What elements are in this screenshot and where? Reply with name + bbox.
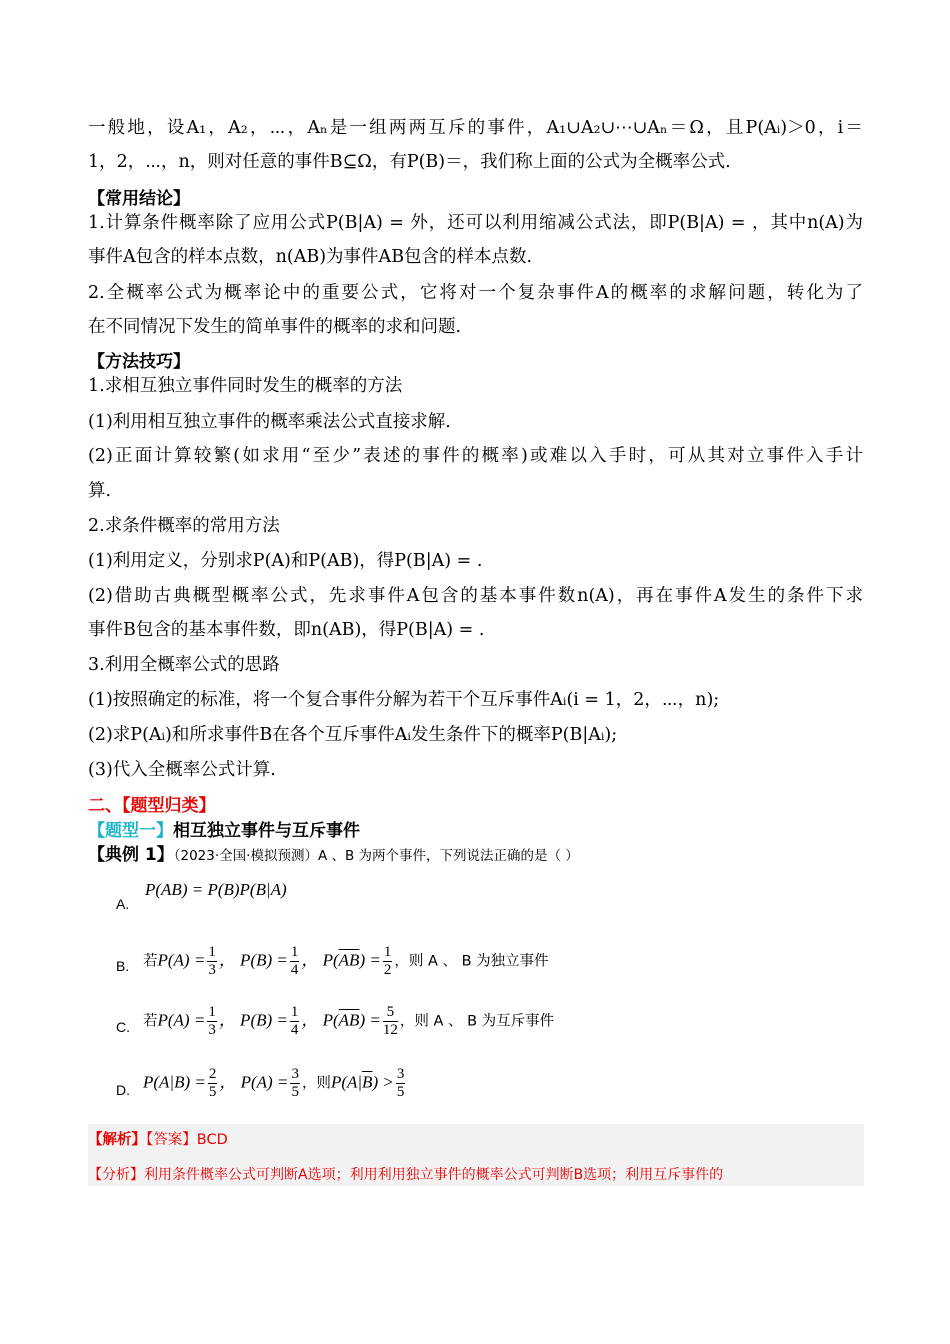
option-d-suffix: ，则 [301,1075,331,1092]
question-type-tag: 【题型一】 [88,821,173,841]
common-p1-line2: 事件A包含的样本点数，n(AB)为事件AB包含的样本点数. [88,247,533,267]
methods-heading: 【方法技巧】 [88,352,190,372]
option-b-frac-3: $\frac{1}{2}$ [383,944,392,978]
method-1-item-1: (1)利用相互独立事件的概率乘法公式直接求解. [88,412,451,432]
option-b-frac-2: $\frac{1}{4}$ [290,944,299,978]
option-c-label: C. [116,1019,130,1035]
common-p2-line2: 在不同情况下发生的简单事件的概率的求和问题. [88,317,462,337]
answer-value: BCD [196,1132,228,1148]
method-2-item-1: (1)利用定义，分别求P(A)和P(AB)，得P(B|A) = . [88,551,483,571]
method-3-item-1: (1)按照确定的标准，将一个复合事件分解为若干个互斥事件Aᵢ(i = 1，2，⋯，n); [88,690,720,710]
analysis-line: 【分析】利用条件概率公式可判断A选项；利用利用独立事件的概率公式可判断B选项；利用互斥事件的 [88,1167,724,1183]
option-c-frac-1: $\frac{1}{3}$ [208,1004,216,1038]
option-c-frac-2: $\frac{1}{4}$ [290,1004,299,1038]
option-d-formula: P(A|B) = $\frac{2}{5}$ ， P(A) = $\frac{3}{5}$ ，则$P(A|\overline{B})$ > $\frac{3}{5}$ [143,1066,405,1100]
section-title: 二、【题型归类】 [88,796,216,816]
option-c-frac-3: $\frac{5}{12}$ [382,1004,398,1038]
example-tag: 【典例 1】 [88,845,174,865]
example-header [88,843,863,868]
option-d-frac-3: $\frac{3}{5}$ [396,1066,405,1100]
option-b-prefix: 若 [143,953,158,970]
method-2-item-2-line1: (2)借助古典概型概率公式，先求事件A包含的基本事件数n(A)，再在事件A发生的条件下求 [88,586,863,606]
intro-line-2: 1，2，⋯，n，则对任意的事件B⊆Ω，有P(B)＝，我们称上面的公式为全概率公式. [88,152,731,172]
option-c-suffix: ，则 A 、 B 为互斥事件 [399,1013,555,1030]
option-b-suffix: ，则 A 、 B 为独立事件 [394,953,549,970]
method-2-item-2-line2: 事件B包含的基本事件数，即n(AB)，得P(B|A) = . [88,620,485,640]
method-2-title: 2.求条件概率的常用方法 [88,516,280,536]
method-3-title: 3.利用全概率公式的思路 [88,655,280,675]
example-text: （2023·全国·模拟预测）A 、B 为两个事件，下列说法正确的是（ ） [173,848,579,864]
answer-tag: 【答案】 [146,1132,197,1148]
method-1-title: 1.求相互独立事件同时发生的概率的方法 [88,376,403,396]
intro-line-1: 一般地，设A₁，A₂，⋯，Aₙ是一组两两互斥的事件，A₁∪A₂∪⋯∪Aₙ＝Ω，且P(Aᵢ)＞0，i＝ [88,118,863,138]
method-1-item-2-line1: (2)正面计算较繁(如求用“至少”表述的事件的概率)或难以入手时，可从其对立事件入手计 [88,446,863,466]
option-a-label: A. [116,896,130,912]
analysis-tag: 【解析】 [88,1132,146,1148]
option-d-frac-1: $\frac{2}{5}$ [208,1066,217,1100]
question-type-title: 相互独立事件与互斥事件 [173,821,360,841]
common-p2-line1: 2.全概率公式为概率论中的重要公式，它将对一个复杂事件A的概率的求解问题，转化为了 [88,283,863,303]
common-p1-line1: 1.计算条件概率除了应用公式P(B|A) = 外，还可以利用缩减公式法，即P(B|A) = ，其中n(A)为 [88,213,863,233]
option-b-label: B. [116,958,130,974]
method-3-item-3: (3)代入全概率公式计算. [88,760,276,780]
method-1-item-2-line2: 算. [88,481,112,501]
common-heading: 【常用结论】 [88,189,190,209]
option-c-prefix: 若 [143,1013,158,1030]
option-c-formula: 若P(A) = $\frac{1}{3}$ ， P(B) = $\frac{1}{4}$ ， $P(\overline{AB})$ = $\frac{5}{12}$ ，则 A 、 B 为互斥事件 [143,1004,555,1038]
answer-line [88,1128,228,1149]
option-d-label: D. [116,1082,130,1098]
method-3-item-2: (2)求P(Aᵢ)和所求事件B在各个互斥事件Aᵢ发生条件下的概率P(B|Aᵢ); [88,725,618,745]
option-b-frac-1: $\frac{1}{3}$ [208,944,216,978]
option-a-formula: P(AB) = P(B)P(B|A) [145,880,287,899]
question-type-header [88,819,863,843]
option-b-formula: 若P(A) = $\frac{1}{3}$ ， P(B) = $\frac{1}{4}$ ， $P(\overline{AB})$ = $\frac{1}{2}$ ，则 A 、 B 为独立事件 [143,944,549,978]
option-d-frac-2: $\frac{3}{5}$ [291,1066,299,1100]
